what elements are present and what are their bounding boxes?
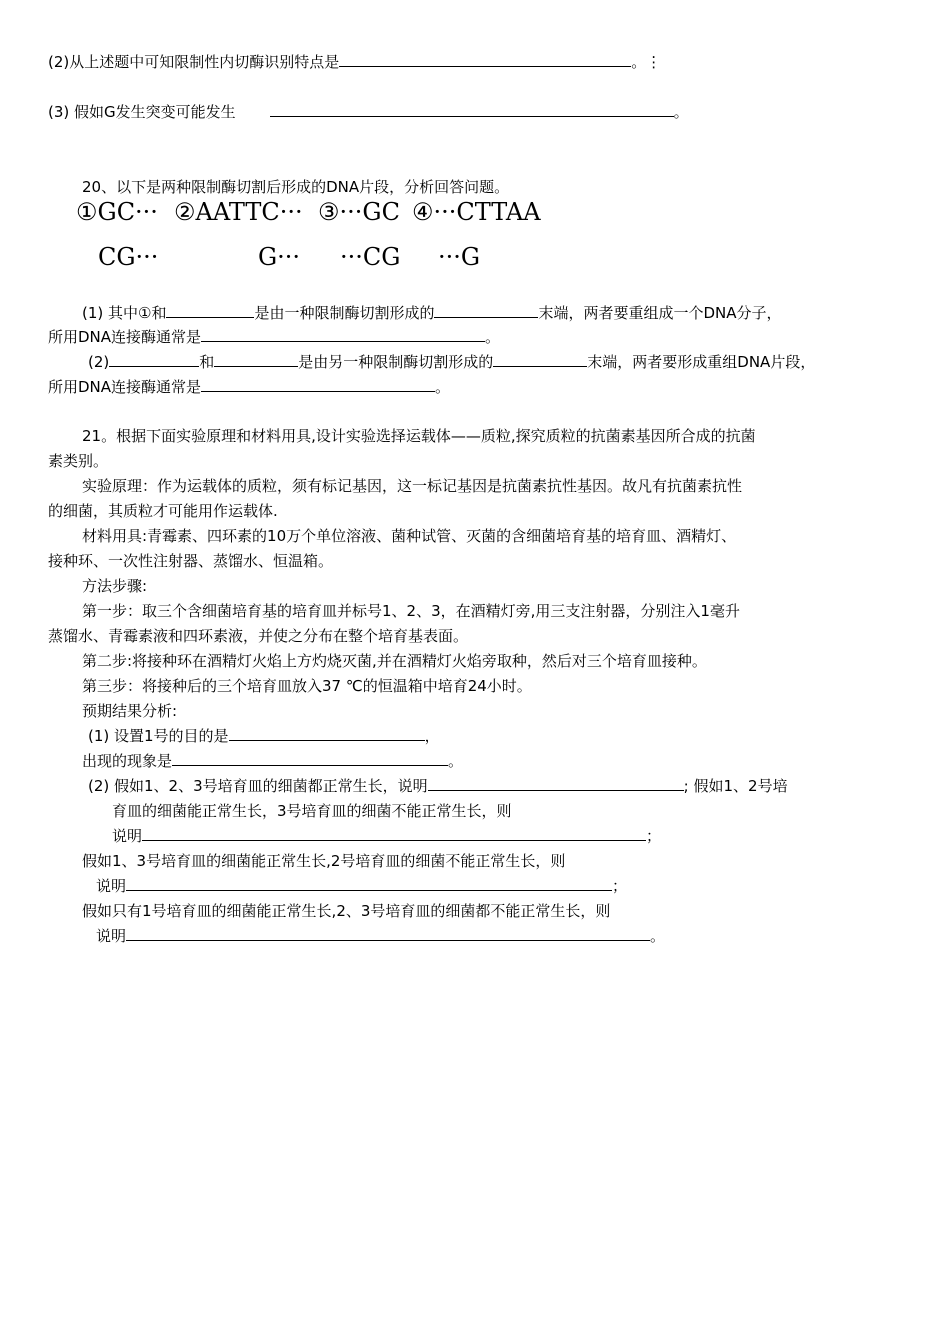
q20-sub1-text-a: (1) 其中①和 [82, 304, 167, 322]
q21-step2: 第二步:将接种环在酒精灯火焰上方灼烧灭菌,并在酒精灯火焰旁取种，然后对三个培育皿接种。 [82, 652, 707, 670]
q21-answer1-line1 [88, 726, 440, 746]
q20-sub1-line1 [82, 303, 782, 323]
q20-sub1-text-c: 末端，两者要重组成一个DNA分子， [538, 304, 782, 322]
q21-answer4-blank-explain[interactable] [126, 926, 650, 941]
q20-sub2-text-d: 末端，两者要形成重组DNA片段， [587, 353, 816, 371]
fragment-3-top: ③···GC [318, 198, 400, 226]
q20-sub1-text-d: 所用DNA连接酶通常是 [48, 328, 202, 346]
q20-sub2-line1 [88, 352, 815, 372]
fragment-2-top: ②AATTC··· [174, 198, 303, 226]
q21-answer3-line2 [96, 876, 627, 896]
q20-sub2-line2 [48, 377, 450, 397]
q21-answer2-explain-label: 说明 [112, 827, 143, 845]
q19-part2-text: (2)从上述题中可知限制性内切酶识别特点是 [48, 53, 340, 71]
fragment-3-bottom: ···CG [340, 243, 401, 271]
q21-answer4-explain-label: 说明 [96, 927, 127, 945]
q21-answer3-blank-explain[interactable] [126, 876, 612, 891]
q21-answer2-semicolon: ； [646, 827, 662, 845]
q19-part2-answer-blank[interactable] [339, 52, 631, 67]
q20-sub1-blank-ligase[interactable] [201, 327, 485, 342]
q21-answer1-line2 [82, 751, 463, 771]
fragment-4-top: ④···CTTAA [412, 198, 541, 226]
q21-answer4-end: 。 [650, 927, 666, 945]
q21-answer2-line2: 育皿的细菌能正常生长，3号培育皿的细菌不能正常生长，则 [112, 802, 512, 820]
q21-answer3-semicolon: ； [612, 877, 628, 895]
fragment-1-top: ①GC··· [76, 198, 158, 226]
q21-principle-line2: 的细菌，其质粒才可能用作运载体. [48, 502, 278, 520]
q21-answer2-mid: ; 假如1、2号培 [683, 777, 788, 795]
q21-principle-line1: 实验原理：作为运载体的质粒，须有标记基因，这一标记基因是抗菌素抗性基因。故凡有抗菌素抗性 [82, 477, 743, 495]
q21-answer2-line1 [88, 776, 788, 796]
q20-sub2-blank-fragment-a[interactable] [109, 352, 199, 367]
q20-sub2-text-e: 所用DNA连接酶通常是 [48, 378, 202, 396]
q21-answer1-blank-phenomenon[interactable] [172, 751, 448, 766]
q19-part3-answer-blank[interactable] [270, 102, 674, 117]
q20-sub1-blank-fragment[interactable] [166, 303, 254, 318]
q19-part2 [48, 52, 661, 72]
q19-part3-text: (3) 假如G发生突变可能发生 [48, 103, 236, 121]
q21-answer4-line2 [96, 926, 665, 946]
q21-answer3-explain-label: 说明 [96, 877, 127, 895]
q21-step1-line2: 蒸馏水、青霉素液和四环素液，并使之分布在整个培育基表面。 [48, 627, 469, 645]
q19-part3 [48, 102, 689, 122]
q20-sub2-text-a: (2) [88, 353, 110, 371]
q21-heading-line2: 素类别。 [48, 452, 109, 470]
q21-answer1b-end: 。 [448, 752, 464, 770]
q20-sub2-blank-fragment-b[interactable] [214, 352, 298, 367]
fragment-2-bottom: G··· [258, 243, 301, 271]
q19-part3-end: 。 [673, 103, 689, 121]
q20-sub1-line2 [48, 327, 500, 347]
q21-materials-line1: 材料用具:青霉素、四环素的10万个单位溶液、菌种试管、灭菌的含细菌培育基的培育皿、酒精灯、 [82, 527, 737, 545]
q20-heading: 20、以下是两种限制酶切割后形成的DNA片段，分析回答问题。 [82, 178, 510, 196]
q20-sub1-end: 。 [485, 328, 501, 346]
q21-method-heading: 方法步骤: [82, 577, 148, 595]
q21-answer2-text: (2) 假如1、2、3号培育皿的细菌都正常生长，说明 [88, 777, 428, 795]
q21-answer1-end: ， [424, 727, 440, 745]
q21-heading-line1: 21。根据下面实验原理和材料用具,设计实验选择运载体——质粒,探究质粒的抗菌素基因所合成的抗菌 [82, 427, 756, 445]
q21-answer2-line3 [112, 826, 661, 846]
q20-sub2-blank-end-type[interactable] [493, 352, 587, 367]
q21-expected-heading: 预期结果分析: [82, 702, 178, 720]
q21-answer2-blank-all-grow[interactable] [428, 776, 684, 791]
q19-part2-end: 。⋮ [631, 53, 662, 71]
q21-answer1-text: (1) 设置1号的目的是 [88, 727, 229, 745]
q21-answer4-line1: 假如只有1号培育皿的细菌能正常生长,2、3号培育皿的细菌都不能正常生长，则 [82, 902, 611, 920]
q21-materials-line2: 接种环、一次性注射器、蒸馏水、恒温箱。 [48, 552, 334, 570]
q21-answer3-line1: 假如1、3号培育皿的细菌能正常生长,2号培育皿的细菌不能正常生长，则 [82, 852, 566, 870]
q21-answer2-blank-explain[interactable] [142, 826, 646, 841]
q20-sub2-text-c: 是由另一种限制酶切割形成的 [298, 353, 494, 371]
q20-sub1-text-b: 是由一种限制酶切割形成的 [254, 304, 435, 322]
q20-sub2-end: 。 [435, 378, 451, 396]
q20-sub1-blank-end-type[interactable] [434, 303, 538, 318]
fragment-4-bottom: ···G [438, 243, 481, 271]
fragment-1-bottom: CG··· [98, 243, 159, 271]
q21-answer1b-text: 出现的现象是 [82, 752, 173, 770]
q20-sub2-blank-ligase[interactable] [201, 377, 435, 392]
q21-step1-line1: 第一步：取三个含细菌培育基的培育皿并标号1、2、3，在酒精灯旁,用三支注射器，分别注入1毫升 [82, 602, 740, 620]
q21-answer1-blank-purpose[interactable] [229, 726, 425, 741]
q21-step3: 第三步：将接种后的三个培育皿放入37 ℃的恒温箱中培育24小时。 [82, 677, 532, 695]
q20-sub2-text-b: 和 [199, 353, 215, 371]
